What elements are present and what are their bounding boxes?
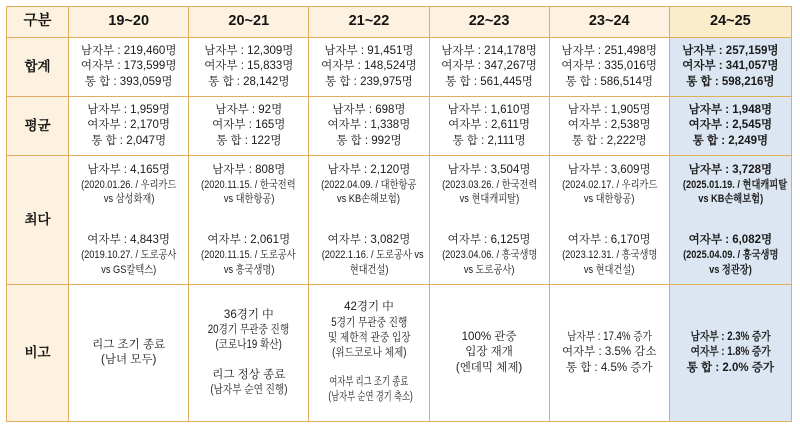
women-total-21-22: 여자부 : 148,524명 xyxy=(321,60,417,73)
women-total-19-20: 여자부 : 173,599명 xyxy=(80,60,177,73)
cell-average-20-21 xyxy=(189,97,309,156)
note-line-20-21-2: 20경기 무관중 진행 xyxy=(208,324,290,337)
women-maximum-value-22-23: 여자부 : 6,125명 xyxy=(447,234,531,246)
women-maximum-24-25 xyxy=(673,233,788,277)
combined-average-22-23: 통 합 : 2,111명 xyxy=(452,134,526,147)
cell-total-19-20 xyxy=(69,38,189,97)
table-row xyxy=(7,97,792,156)
men-maximum-value-23-24: 남자부 : 3,609명 xyxy=(567,163,651,176)
row-label-notes: 비고 xyxy=(7,285,69,422)
women-maximum-detail2-19-20: vs GS칼텍스) xyxy=(101,263,157,276)
men-maximum-detail2-21-22: vs KB손해보험) xyxy=(337,193,401,206)
note-block-22-23 xyxy=(433,330,546,376)
column-header-category: 구분 xyxy=(7,7,69,38)
note-line-23-24-3: 통 합 : 4.5% 증가 xyxy=(565,361,653,374)
note-block-19-20 xyxy=(72,338,185,368)
men-maximum-value-19-20: 남자부 : 4,165명 xyxy=(87,163,171,176)
men-maximum-19-20 xyxy=(72,163,185,207)
women-maximum-value-21-22: 여자부 : 3,082명 xyxy=(327,234,411,246)
men-maximum-detail2-23-24: vs 대한항공) xyxy=(583,193,635,206)
women-maximum-value-23-24: 여자부 : 6,170명 xyxy=(567,234,651,246)
men-average-20-21: 남자부 : 92명 xyxy=(215,104,283,117)
cell-average-21-22 xyxy=(309,97,429,156)
women-maximum-22-23 xyxy=(433,233,546,277)
men-average-19-20: 남자부 : 1,959명 xyxy=(87,104,171,117)
cell-maximum-21-22 xyxy=(309,156,429,285)
combined-total-20-21: 통 합 : 28,142명 xyxy=(208,75,290,88)
column-header-season-20-21: 20~21 xyxy=(189,7,309,38)
men-total-24-25: 남자부 : 257,159명 xyxy=(682,45,779,58)
men-maximum-detail1-19-20: (2020.01.26. / 우리카드 xyxy=(81,178,177,191)
men-total-19-20: 남자부 : 219,460명 xyxy=(80,45,177,58)
women-average-24-25: 여자부 : 2,545명 xyxy=(688,119,773,132)
men-total-22-23: 남자부 : 214,178명 xyxy=(441,45,537,58)
note-line-23-24-1: 남자부 : 17.4% 증가 xyxy=(566,331,652,344)
combined-average-23-24: 통 합 : 2,222명 xyxy=(571,134,647,147)
men-maximum-21-22 xyxy=(312,163,425,207)
cell-notes-19-20 xyxy=(69,285,189,422)
row-label-average: 평균 xyxy=(7,97,69,156)
cell-total-20-21 xyxy=(189,38,309,97)
note-line-21-22-2: 5경기 무관중 진행 xyxy=(330,316,407,329)
combined-total-22-23: 통 합 : 561,445명 xyxy=(445,75,533,88)
men-maximum-value-24-25: 남자부 : 3,728명 xyxy=(688,163,773,176)
cell-total-24-25 xyxy=(669,38,791,97)
cell-maximum-20-21 xyxy=(189,156,309,285)
women-total-23-24: 여자부 : 335,016명 xyxy=(561,60,657,73)
women-average-19-20: 여자부 : 2,170명 xyxy=(87,119,171,132)
note-line-22-23-1: 100% 관중 xyxy=(461,331,517,344)
cell-average-24-25 xyxy=(669,97,791,156)
note-line-20-21-5: (남자부 순연 진행) xyxy=(210,383,288,396)
note-block-20-21-b xyxy=(192,368,305,398)
note-block-21-22-a xyxy=(312,300,425,361)
cell-maximum-22-23 xyxy=(429,156,549,285)
note-block-20-21-a xyxy=(192,308,305,354)
men-maximum-20-21 xyxy=(192,163,305,207)
women-maximum-detail2-24-25: vs 정관장) xyxy=(709,263,752,276)
attendance-stats-table xyxy=(6,6,792,422)
note-line-21-22-3: 및 제한적 관중 입장 xyxy=(327,331,411,344)
note-line-22-23-2: 입장 재개 xyxy=(465,346,513,359)
column-header-season-21-22: 21~22 xyxy=(309,7,429,38)
women-maximum-value-20-21: 여자부 : 2,061명 xyxy=(207,234,291,246)
table-header-row xyxy=(7,7,792,38)
women-average-20-21: 여자부 : 165명 xyxy=(212,119,286,132)
women-total-22-23: 여자부 : 347,267명 xyxy=(441,60,537,73)
note-line-20-21-1: 36경기 中 xyxy=(223,309,274,322)
combined-average-20-21: 통 합 : 122명 xyxy=(216,134,282,147)
combined-average-19-20: 통 합 : 2,047명 xyxy=(91,134,167,147)
women-maximum-detail2-23-24: vs 현대건설) xyxy=(583,263,635,276)
men-maximum-detail1-20-21: (2020.11.15. / 한국전력 xyxy=(201,178,297,191)
combined-total-24-25: 통 합 : 598,216명 xyxy=(686,75,775,88)
note-line-21-22-5: 여자부 리그 조기 종료 xyxy=(329,376,409,389)
women-maximum-value-19-20: 여자부 : 4,843명 xyxy=(87,234,171,246)
note-line-20-21-4: 리그 정상 종료 xyxy=(212,368,286,381)
column-header-season-23-24: 23~24 xyxy=(549,7,669,38)
women-maximum-detail2-20-21: vs 흥국생명) xyxy=(223,263,275,276)
men-maximum-detail2-20-21: vs 대한항공) xyxy=(223,193,275,206)
note-line-21-22-1: 42경기 中 xyxy=(344,301,394,314)
men-maximum-detail1-22-23: (2023.03.26. / 한국전력 xyxy=(441,178,537,191)
column-header-season-19-20: 19~20 xyxy=(69,7,189,38)
cell-total-21-22 xyxy=(309,38,429,97)
note-line-24-25-2: 여자부 : 1.8% 증가 xyxy=(690,346,771,359)
women-maximum-23-24 xyxy=(553,233,666,277)
cell-notes-24-25 xyxy=(669,285,791,422)
table-row xyxy=(7,38,792,97)
column-header-season-24-25: 24~25 xyxy=(669,7,791,38)
note-line-24-25-3: 통 합 : 2.0% 증가 xyxy=(686,361,775,374)
cell-notes-23-24 xyxy=(549,285,669,422)
men-maximum-22-23 xyxy=(433,163,546,207)
women-maximum-19-20 xyxy=(72,233,185,277)
men-average-23-24: 남자부 : 1,905명 xyxy=(567,104,651,117)
note-line-19-20-1: 리그 조기 종료 xyxy=(92,338,166,351)
combined-total-23-24: 통 합 : 586,514명 xyxy=(565,75,654,88)
men-total-20-21: 남자부 : 12,309명 xyxy=(204,45,294,58)
cell-notes-20-21 xyxy=(189,285,309,422)
note-line-19-20-2: (남녀 모두) xyxy=(101,354,157,366)
men-average-24-25: 남자부 : 1,948명 xyxy=(688,104,773,117)
note-line-24-25-1: 남자부 : 2.3% 증가 xyxy=(690,331,771,344)
note-line-21-22-6: (남자부 순연 경기 축소) xyxy=(328,391,414,404)
column-header-season-22-23: 22~23 xyxy=(429,7,549,38)
women-maximum-detail1-20-21: (2020.11.15. / 도로공사 xyxy=(201,249,297,262)
cell-average-22-23 xyxy=(429,97,549,156)
note-block-24-25 xyxy=(673,330,788,376)
row-label-total: 합계 xyxy=(7,38,69,97)
note-block-21-22-b xyxy=(312,375,425,405)
cell-total-23-24 xyxy=(549,38,669,97)
men-maximum-value-22-23: 남자부 : 3,504명 xyxy=(447,163,531,176)
row-label-maximum: 최다 xyxy=(7,156,69,285)
men-maximum-detail2-19-20: vs 삼성화재) xyxy=(103,193,154,206)
cell-average-19-20 xyxy=(69,97,189,156)
men-average-21-22: 남자부 : 698명 xyxy=(332,104,406,117)
men-total-23-24: 남자부 : 251,498명 xyxy=(561,45,657,58)
table-row xyxy=(7,156,792,285)
men-total-21-22: 남자부 : 91,451명 xyxy=(324,45,414,58)
men-maximum-detail1-23-24: (2024.02.17. / 우리카드 xyxy=(561,178,658,191)
men-maximum-detail2-24-25: vs KB손해보험) xyxy=(697,193,763,206)
men-maximum-23-24 xyxy=(553,163,666,207)
women-maximum-detail1-21-22: (2022.1.16. / 도로공사 vs xyxy=(322,249,425,262)
men-maximum-value-21-22: 남자부 : 2,120명 xyxy=(327,163,411,176)
women-maximum-detail1-23-24: (2023.12.31. / 흥국생명 xyxy=(561,249,658,262)
note-line-22-23-3: (엔데믹 체제) xyxy=(455,361,523,374)
men-maximum-detail1-24-25: (2025.01.19. / 현대캐피탈 xyxy=(682,178,787,191)
women-maximum-value-24-25: 여자부 : 6,082명 xyxy=(688,234,773,246)
men-maximum-detail1-21-22: (2022.04.09. / 대한항공 xyxy=(321,178,417,191)
women-average-21-22: 여자부 : 1,338명 xyxy=(327,119,411,132)
cell-total-22-23 xyxy=(429,38,549,97)
cell-maximum-23-24 xyxy=(549,156,669,285)
women-average-23-24: 여자부 : 2,538명 xyxy=(567,119,651,132)
cell-maximum-19-20 xyxy=(69,156,189,285)
women-maximum-detail1-24-25: (2025.04.09. / 흥국생명 xyxy=(682,249,779,262)
cell-notes-21-22 xyxy=(309,285,429,422)
men-average-22-23: 남자부 : 1,610명 xyxy=(447,104,531,117)
women-maximum-detail1-22-23: (2023.04.06. / 흥국생명 xyxy=(441,249,537,262)
men-maximum-value-20-21: 남자부 : 808명 xyxy=(212,163,286,176)
note-line-20-21-3: (코로나19 확산) xyxy=(215,339,283,352)
women-maximum-detail1-19-20: (2019.10.27. / 도로공사 xyxy=(81,249,177,262)
note-block-23-24 xyxy=(553,330,666,376)
women-average-22-23: 여자부 : 2,611명 xyxy=(448,119,531,132)
women-total-24-25: 여자부 : 341,057명 xyxy=(682,60,779,73)
women-total-20-21: 여자부 : 15,833명 xyxy=(204,60,294,73)
note-line-23-24-2: 여자부 : 3.5% 감소 xyxy=(561,346,657,359)
men-maximum-detail2-22-23: vs 현대캐피탈) xyxy=(459,193,519,206)
women-maximum-20-21 xyxy=(192,233,305,277)
cell-notes-22-23 xyxy=(429,285,549,422)
combined-average-24-25: 통 합 : 2,249명 xyxy=(692,134,769,147)
women-maximum-21-22 xyxy=(312,233,425,277)
combined-average-21-22: 통 합 : 992명 xyxy=(336,134,402,147)
cell-maximum-24-25 xyxy=(669,156,791,285)
table-row xyxy=(7,285,792,422)
note-line-21-22-4: (위드코로나 체제) xyxy=(331,347,407,359)
cell-average-23-24 xyxy=(549,97,669,156)
women-maximum-detail2-22-23: vs 도로공사) xyxy=(463,263,515,276)
men-maximum-24-25 xyxy=(673,163,788,207)
combined-total-21-22: 통 합 : 239,975명 xyxy=(325,75,413,88)
women-maximum-detail2-21-22: 현대건설) xyxy=(349,263,389,276)
combined-total-19-20: 통 합 : 393,059명 xyxy=(84,75,173,88)
